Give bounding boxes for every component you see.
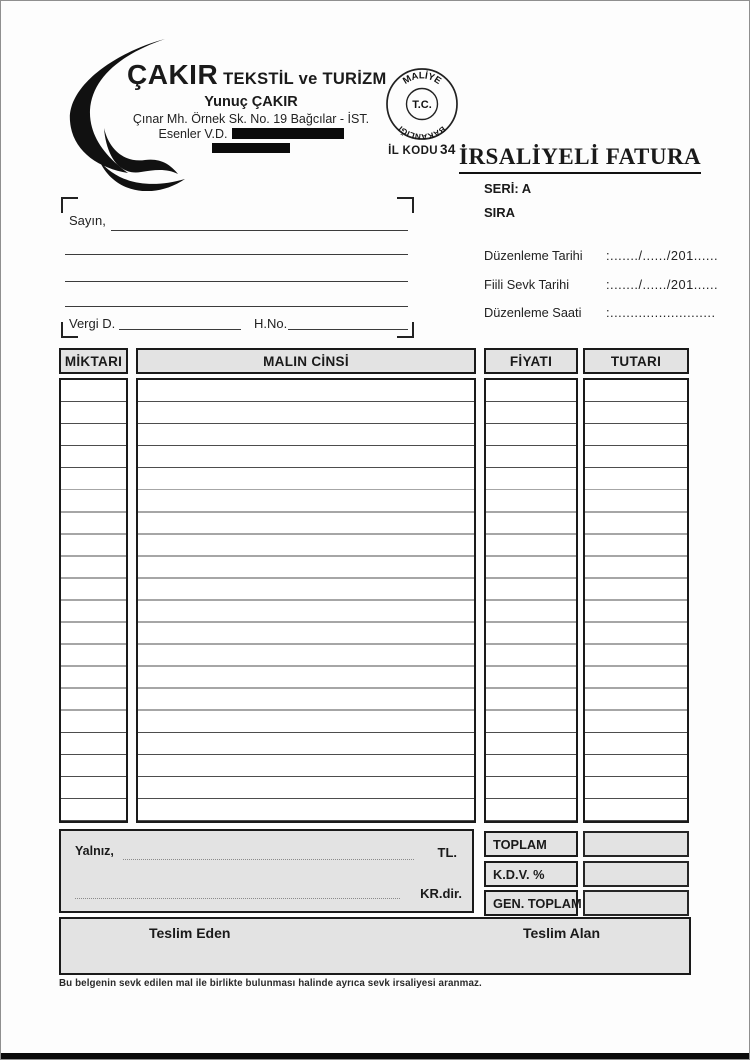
column-header-goods-type: MALIN CİNSİ <box>136 348 476 374</box>
grand-total-value-box <box>583 890 689 916</box>
recipient-address-line <box>65 306 408 307</box>
total-value-box <box>583 831 689 857</box>
province-code-line <box>378 142 466 157</box>
items-column-amount <box>583 378 689 823</box>
issue-date-value: :......./....../201...... <box>606 248 719 263</box>
items-column-goods-type <box>136 378 476 823</box>
recipient-tax-office-line <box>119 329 241 330</box>
currency-major-label: TL. <box>437 845 457 860</box>
recipient-block <box>61 197 414 338</box>
bottom-black-bar <box>1 1053 749 1059</box>
signature-box <box>59 917 691 975</box>
shipment-date-label: Fiili Sevk Tarihi <box>484 276 570 292</box>
company-name-suffix: TEKSTİL ve TURİZM <box>223 70 387 88</box>
series-label: SERİ: A <box>484 181 532 196</box>
shipment-date-row <box>484 276 719 292</box>
company-name: ÇAKIR <box>127 59 219 90</box>
corner-bracket-icon <box>61 197 78 213</box>
issue-date-row <box>484 248 719 263</box>
company-tax-office-line <box>127 127 375 141</box>
shipment-date-value: :......./....../201...... <box>606 276 719 292</box>
footer-note: Bu belgenin sevk edilen mal ile birlikte bulunması halinde ayrıca sevk irsaliyesi aranmaz. <box>59 978 482 989</box>
recipient-address-line <box>65 254 408 255</box>
company-address: Çınar Mh. Örnek Sk. No. 19 Bağcılar - İST. <box>132 112 370 126</box>
recipient-salutation: Sayın, <box>69 213 106 228</box>
province-code-label: İL KODU <box>388 145 439 157</box>
recipient-account-no-label: H.No. <box>254 316 288 331</box>
amount-in-words-line <box>75 898 400 899</box>
issue-date-label: Düzenleme Tarihi <box>484 248 583 263</box>
corner-bracket-icon <box>397 322 414 338</box>
issue-time-value: :.......................... <box>606 305 716 320</box>
date-fields <box>484 248 719 334</box>
ruled-lines <box>61 380 126 821</box>
recipient-account-no-line <box>288 329 408 330</box>
amount-in-words-line <box>123 859 414 860</box>
recipient-address-line <box>65 281 408 282</box>
column-header-amount: TUTARI <box>583 348 689 374</box>
ministry-stamp <box>378 64 466 146</box>
receiver-label: Teslim Alan <box>523 925 601 941</box>
amount-in-words-box <box>59 829 474 913</box>
stamp-arc-bottom-text: BAKANLIĞI <box>396 124 448 142</box>
corner-bracket-icon <box>397 197 414 213</box>
ruled-lines <box>138 380 474 821</box>
issue-time-label: Düzenleme Saati <box>484 305 582 320</box>
vat-value-box <box>583 861 689 887</box>
amount-in-words-prefix: Yalnız, <box>75 844 114 858</box>
svg-text:BAKANLIĞI <box>397 124 447 141</box>
stamp-center-text: T.C. <box>412 99 432 111</box>
company-header-block <box>127 59 387 153</box>
items-column-price <box>484 378 578 823</box>
vat-label: K.D.V. % <box>484 861 578 887</box>
province-code-value: 34 <box>440 142 456 157</box>
recipient-name-line <box>111 230 408 231</box>
issue-time-row <box>484 305 716 320</box>
currency-minor-label: KR.dir. <box>420 886 462 901</box>
company-tax-office: Esenler V.D. <box>158 127 228 141</box>
grand-total-label: GEN. TOPLAM <box>484 890 578 916</box>
company-owner: Yunuç ÇAKIR <box>204 94 298 110</box>
recipient-tax-office-label: Vergi D. <box>69 316 116 331</box>
redaction-bar <box>212 143 290 153</box>
column-header-price: FİYATI <box>484 348 578 374</box>
redaction-bar <box>232 128 344 139</box>
sequence-label: SIRA <box>484 205 516 220</box>
ruled-lines <box>486 380 576 821</box>
ruled-lines <box>585 380 687 821</box>
document-title: İRSALİYELİ FATURA <box>459 144 701 174</box>
deliverer-label: Teslim Eden <box>149 925 231 941</box>
total-label: TOPLAM <box>484 831 578 857</box>
company-name-line <box>127 59 387 91</box>
stamp-arc-top-text: MALİYE <box>401 70 444 87</box>
items-column-quantity <box>59 378 128 823</box>
column-header-quantity: MİKTARI <box>59 348 128 374</box>
